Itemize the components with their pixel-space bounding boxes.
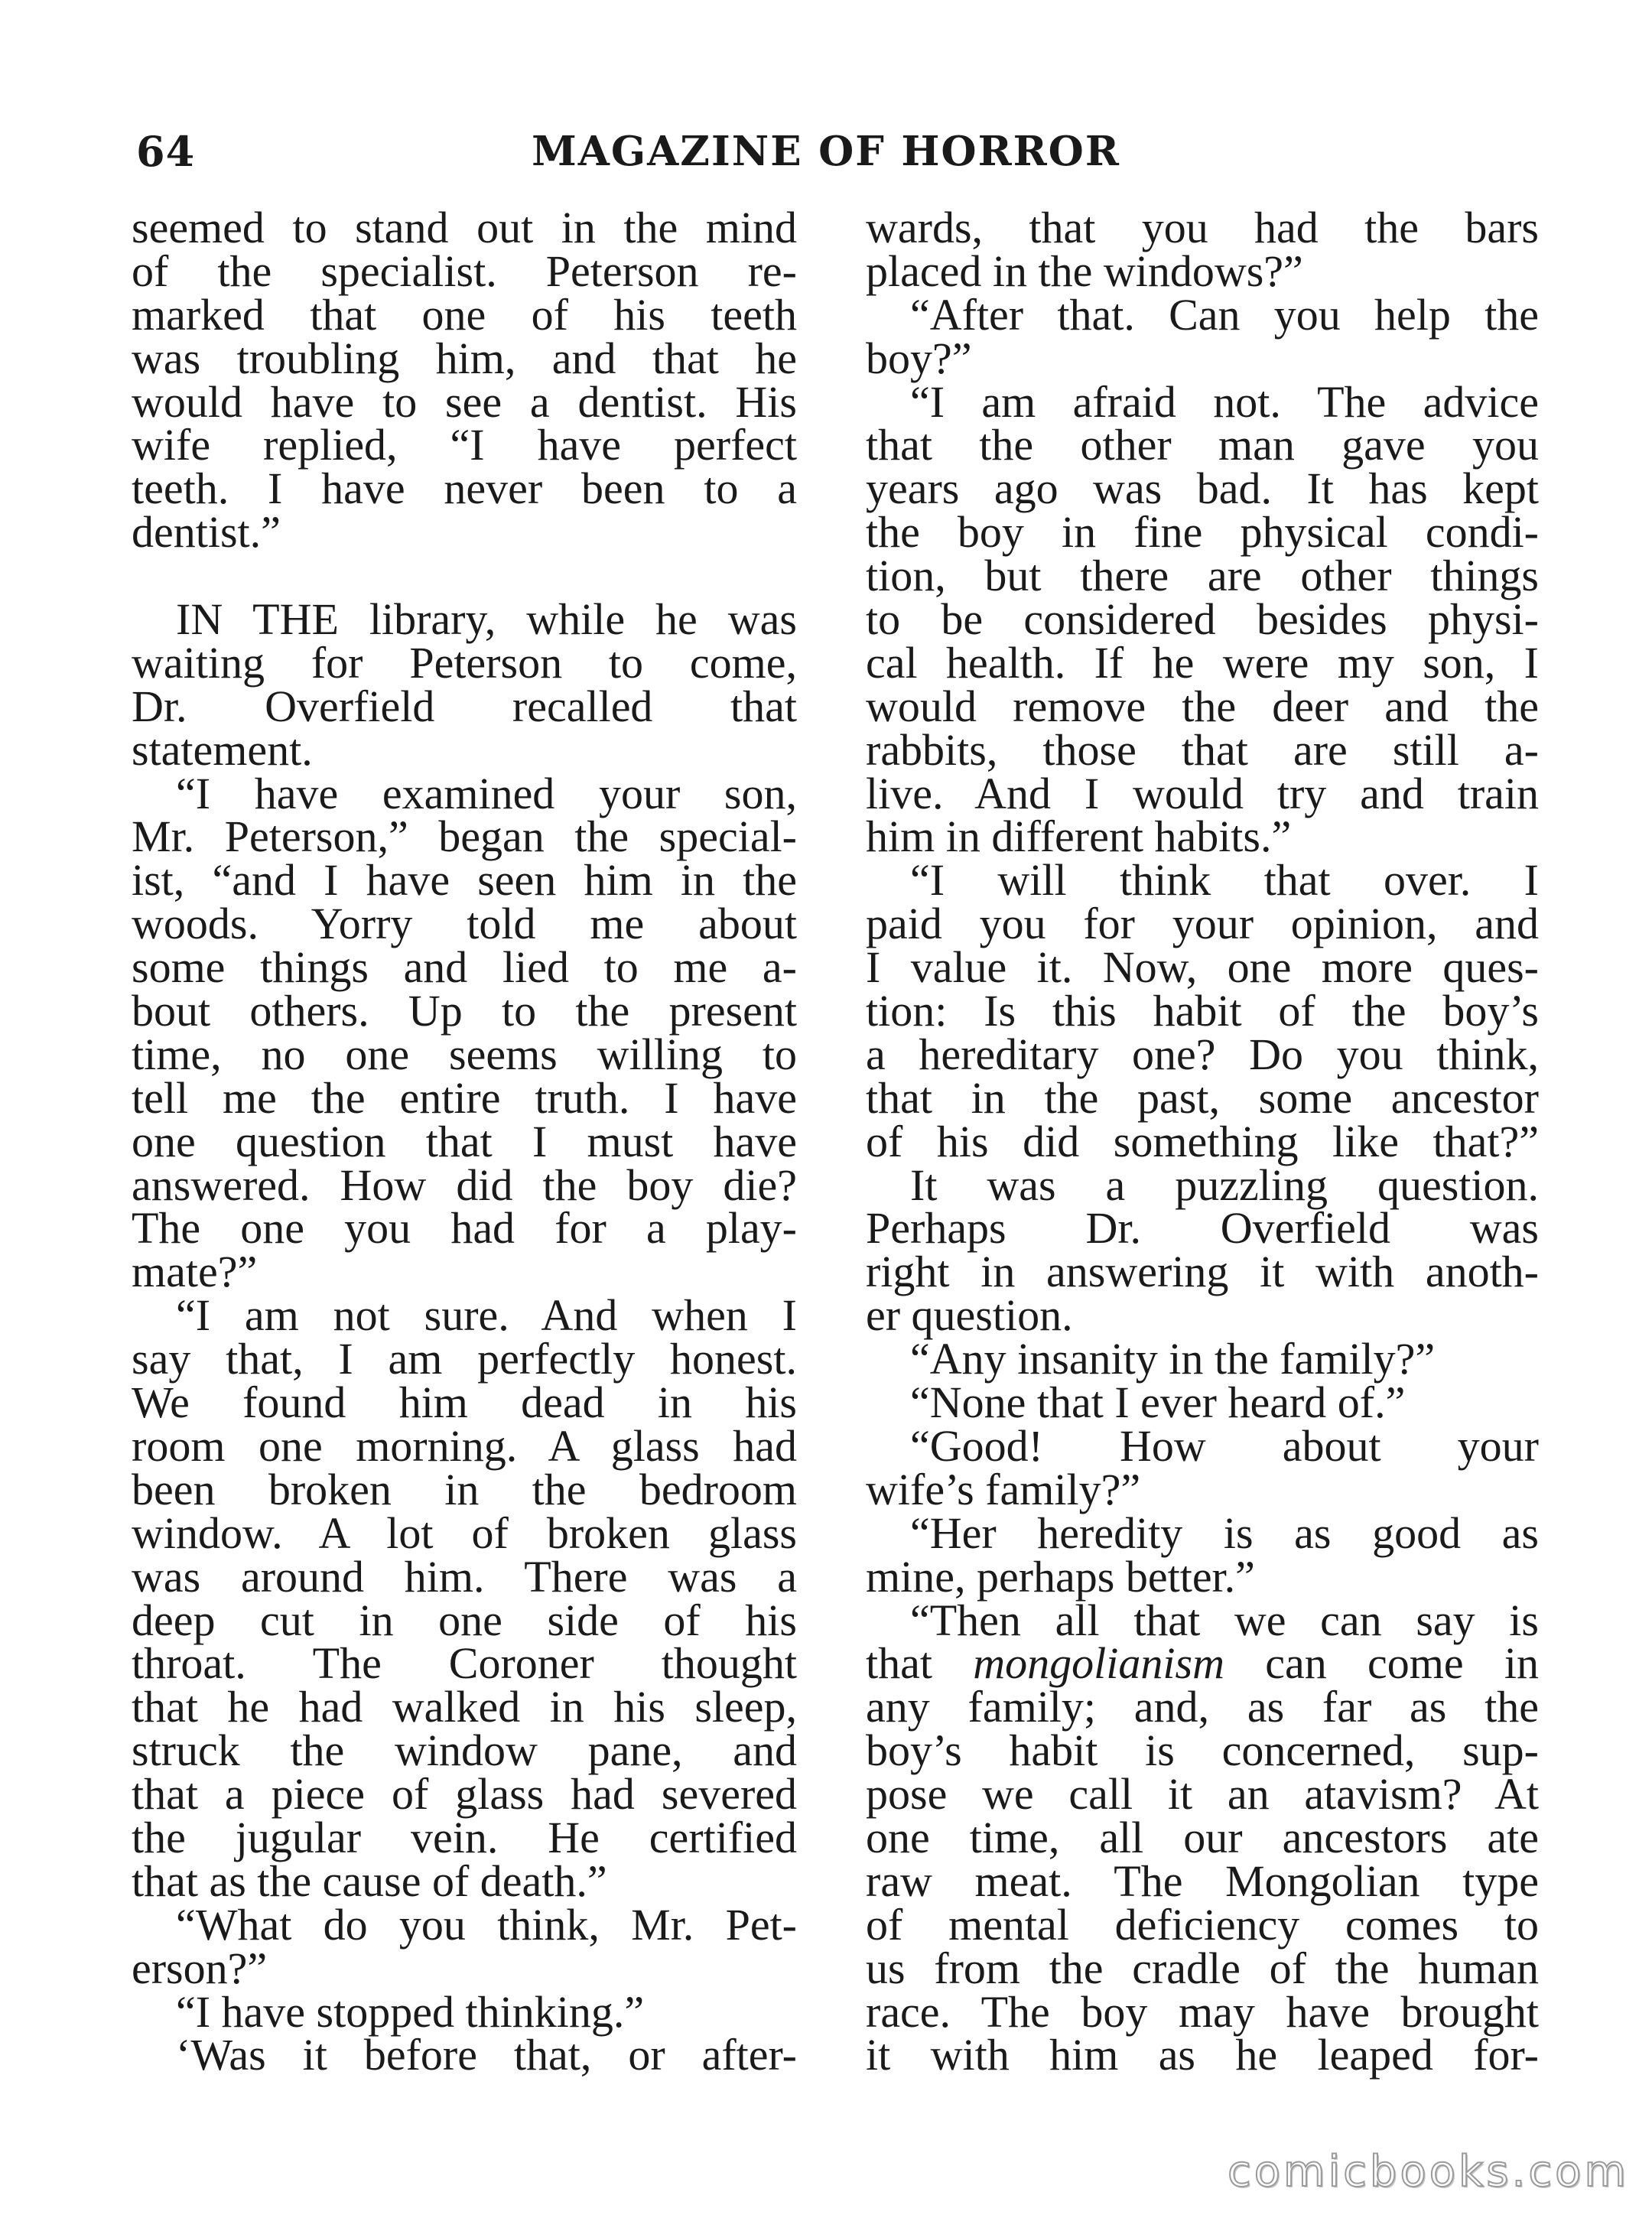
text-line: “I am not sure. And when I	[176, 1290, 797, 1341]
text-line: “Then all that we can say is	[910, 1595, 1539, 1645]
text-line: race. The boy may have brought	[866, 1986, 1539, 2037]
text-line: that a piece of glass had severed	[132, 1769, 797, 1820]
text-line: window. A lot of broken glass	[132, 1507, 797, 1558]
text-line: dentist.”	[132, 507, 281, 558]
text-line: that he had walked in his sleep,	[132, 1682, 797, 1732]
text-line: “Her heredity is as good as	[910, 1507, 1539, 1558]
text-line: erson?”	[132, 1943, 268, 1993]
text-line: We found him dead in his	[132, 1377, 797, 1428]
text-line: Mr. Peterson,” began the special-	[132, 811, 797, 862]
text-line: tell me the entire truth. I have	[132, 1072, 797, 1123]
text-line: raw meat. The Mongolian type	[866, 1855, 1539, 1906]
text-line: that in the past, some ancestor	[866, 1072, 1539, 1123]
text-line: struck the window pane, and	[132, 1725, 797, 1776]
text-line: any family; and, as far as the	[866, 1682, 1539, 1732]
text-line: answered. How did the boy die?	[132, 1159, 797, 1210]
text-line: Dr. Overfield recalled that	[132, 681, 797, 731]
text-line: I value it. Now, one more ques-	[866, 942, 1539, 993]
text-line: it with him as he leaped for-	[866, 2030, 1539, 2080]
text-line: “What do you think, Mr. Pet-	[176, 1899, 797, 1950]
text-line: marked that one of his teeth	[132, 289, 797, 340]
text-line: us from the cradle of the human	[866, 1943, 1539, 1993]
text-line: say that, I am perfectly honest.	[132, 1334, 797, 1384]
text-line: “I will think that over. I	[910, 855, 1539, 906]
text-line: “After that. Can you help the	[910, 289, 1539, 340]
text-line: right in answering it with anoth-	[866, 1247, 1539, 1297]
text-line: of mental deficiency comes to	[866, 1899, 1539, 1950]
text-line: tion, but there are other things	[866, 551, 1539, 601]
text-line: boy?”	[866, 333, 972, 383]
text-line: the boy in fine physical condi-	[866, 507, 1539, 558]
page-number: 64	[136, 127, 196, 176]
text-line: years ago was bad. It has kept	[866, 463, 1539, 514]
text-line: “Any insanity in the family?”	[910, 1334, 1436, 1384]
text-line: bout others. Up to the present	[132, 986, 797, 1036]
text-line: mine, perhaps better.”	[866, 1551, 1255, 1602]
text-line: woods. Yorry told me about	[132, 899, 797, 949]
text-line: was troubling him, and that he	[132, 333, 797, 383]
text-line: of the specialist. Peterson re-	[132, 246, 797, 296]
text-line: mate?”	[132, 1247, 258, 1297]
text-line: that the other man gave you	[866, 420, 1539, 470]
text-line: wife replied, “I have perfect	[132, 420, 797, 470]
left-text-column	[132, 203, 797, 2080]
paragraph-gap	[132, 554, 797, 598]
text-line: wife’s family?”	[866, 1464, 1141, 1514]
text-line: “Good! How about your	[910, 1420, 1539, 1471]
running-title: MAGAZINE OF HORROR	[532, 128, 1120, 175]
text-line: ist, “and I have seen him in the	[132, 855, 797, 906]
text-line: tion: Is this habit of the boy’s	[866, 986, 1539, 1036]
text-line: cal health. If he were my son, I	[866, 637, 1539, 688]
text-line: him in different habits.”	[866, 811, 1292, 862]
text-line: would have to see a dentist. His	[132, 376, 797, 427]
text-line: wards, that you had the bars	[866, 203, 1539, 252]
text-line: would remove the deer and the	[866, 681, 1539, 731]
running-header	[0, 115, 1652, 184]
text-line: seemed to stand out in the mind	[132, 203, 797, 252]
text-line: It was a puzzling question.	[910, 1159, 1539, 1210]
text-line: paid you for your opinion, and	[866, 899, 1539, 949]
text-line: one time, all our ancestors ate	[866, 1812, 1539, 1862]
text-line: the jugular vein. He certified	[132, 1812, 797, 1862]
text-line: that mongolianism can come in	[866, 1638, 1539, 1689]
watermark-logo: comicbooks.com	[1227, 2147, 1629, 2197]
text-line: some things and lied to me a-	[132, 942, 797, 993]
text-line: “I have examined your son,	[176, 768, 797, 818]
text-line: pose we call it an atavism? At	[866, 1769, 1539, 1820]
text-line: to be considered besides physi-	[866, 594, 1539, 645]
italic-term: mongolianism	[973, 1638, 1224, 1689]
right-text-column	[866, 203, 1539, 2080]
text-line: teeth. I have never been to a	[132, 463, 797, 514]
text-line: Perhaps Dr. Overfield was	[866, 1203, 1539, 1254]
text-line: throat. The Coroner thought	[132, 1638, 797, 1689]
text-line: one question that I must have	[132, 1116, 797, 1166]
text-line: The one you had for a play-	[132, 1203, 797, 1254]
text-line: “None that I ever heard of.”	[910, 1377, 1406, 1428]
text-line: was around him. There was a	[132, 1551, 797, 1602]
text-line: waiting for Peterson to come,	[132, 637, 797, 688]
text-line: a hereditary one? Do you think,	[866, 1029, 1539, 1079]
text-line: room one morning. A glass had	[132, 1420, 797, 1471]
text-line: placed in the windows?”	[866, 246, 1303, 296]
text-line: been broken in the bedroom	[132, 1464, 797, 1514]
text-line: “I have stopped thinking.”	[176, 1986, 645, 2037]
text-line: deep cut in one side of his	[132, 1595, 797, 1645]
text-line: statement.	[132, 724, 313, 775]
text-line: live. And I would try and train	[866, 768, 1539, 818]
text-line: of his did something like that?”	[866, 1116, 1539, 1166]
text-line: “I am afraid not. The advice	[910, 376, 1539, 427]
text-line: er question.	[866, 1290, 1073, 1341]
text-line: boy’s habit is concerned, sup-	[866, 1725, 1539, 1776]
text-line: ‘Was it before that, or after-	[176, 2030, 797, 2080]
text-line: rabbits, those that are still a-	[866, 724, 1539, 775]
text-line: IN THE library, while he was	[176, 594, 797, 645]
text-line: time, no one seems willing to	[132, 1029, 797, 1079]
text-line: that as the cause of death.”	[132, 1855, 607, 1906]
